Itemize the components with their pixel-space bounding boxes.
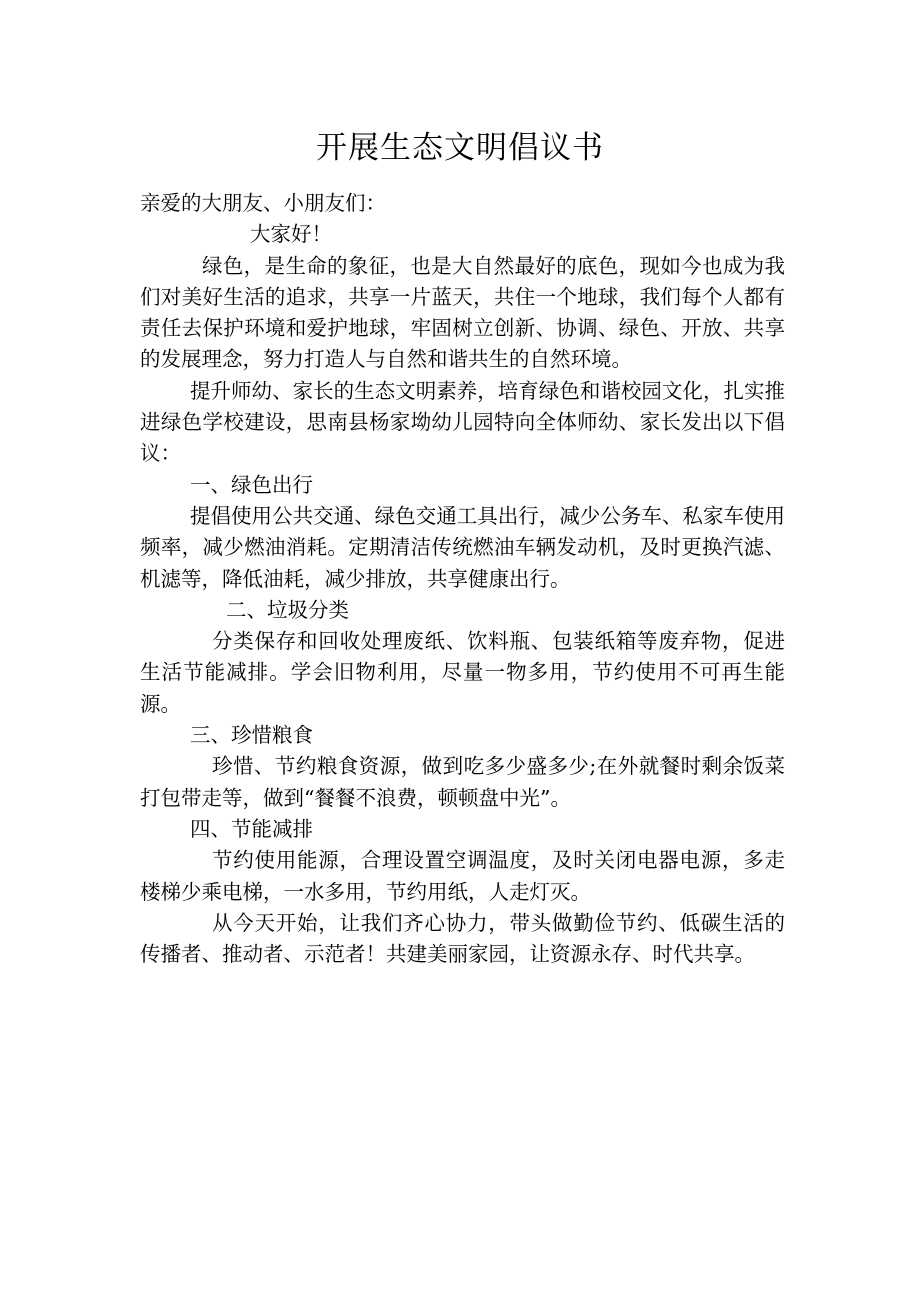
- paragraph-intro: 提升师幼、家长的生态文明素养，培育绿色和谐校园文化，扎实推进绿色学校建设，思南县杨家坳幼儿园特向全体师幼、家长发出以下倡议：: [140, 378, 785, 466]
- greeting: 大家好！: [250, 222, 332, 247]
- section-content-4: 节约使用能源，合理设置空调温度，及时关闭电器电源，多走楼梯少乘电梯，一水多用，节约用纸，人走灯灭。: [140, 848, 785, 904]
- section-heading-4: 四、节能减排: [190, 816, 313, 841]
- closing-paragraph: 从今天开始，让我们齐心协力，带头做勤俭节约、低碳生活的传播者、推动者、示范者！共建美丽家园，让资源永存、时代共享。: [140, 910, 785, 967]
- paragraph-green: 绿色，是生命的象征，也是大自然最好的底色，现如今也成为我们对美好生活的追求，共享一片蓝天，共住一个地球，我们每个人都有责任去保护环境和爱护地球，牢固树立创新、协调、绿色、开放、共享的发展理念，努力打造人与自然和谐共生的自然环境。: [140, 253, 785, 372]
- section-heading-1: 一、绿色出行: [190, 472, 313, 497]
- section-content-2: 分类保存和回收处理废纸、饮料瓶、包装纸箱等废弃物，促进生活节能减排。学会旧物利用，尽量一物多用，节约使用不可再生能源。: [140, 629, 785, 716]
- section-content-1: 提倡使用公共交通、绿色交通工具出行，减少公务车、私家车使用频率，减少燃油消耗。定期清洁传统燃油车辆发动机，及时更换汽滤、机滤等，降低油耗，减少排放，共享健康出行。: [140, 503, 785, 591]
- section-content-3: 珍惜、节约粮食资源，做到吃多少盛多少;在外就餐时剩余饭菜打包带走等，做到“餐餐不浪费，顿顿盘中光”。: [140, 754, 785, 810]
- document-title: 开展生态文明倡议书: [316, 130, 604, 166]
- salutation: 亲爱的大朋友、小朋友们：: [140, 191, 386, 215]
- document-body: [140, 188, 785, 970]
- section-heading-2: 二、垃圾分类: [226, 597, 349, 622]
- section-heading-3: 三、珍惜粮食: [190, 723, 313, 748]
